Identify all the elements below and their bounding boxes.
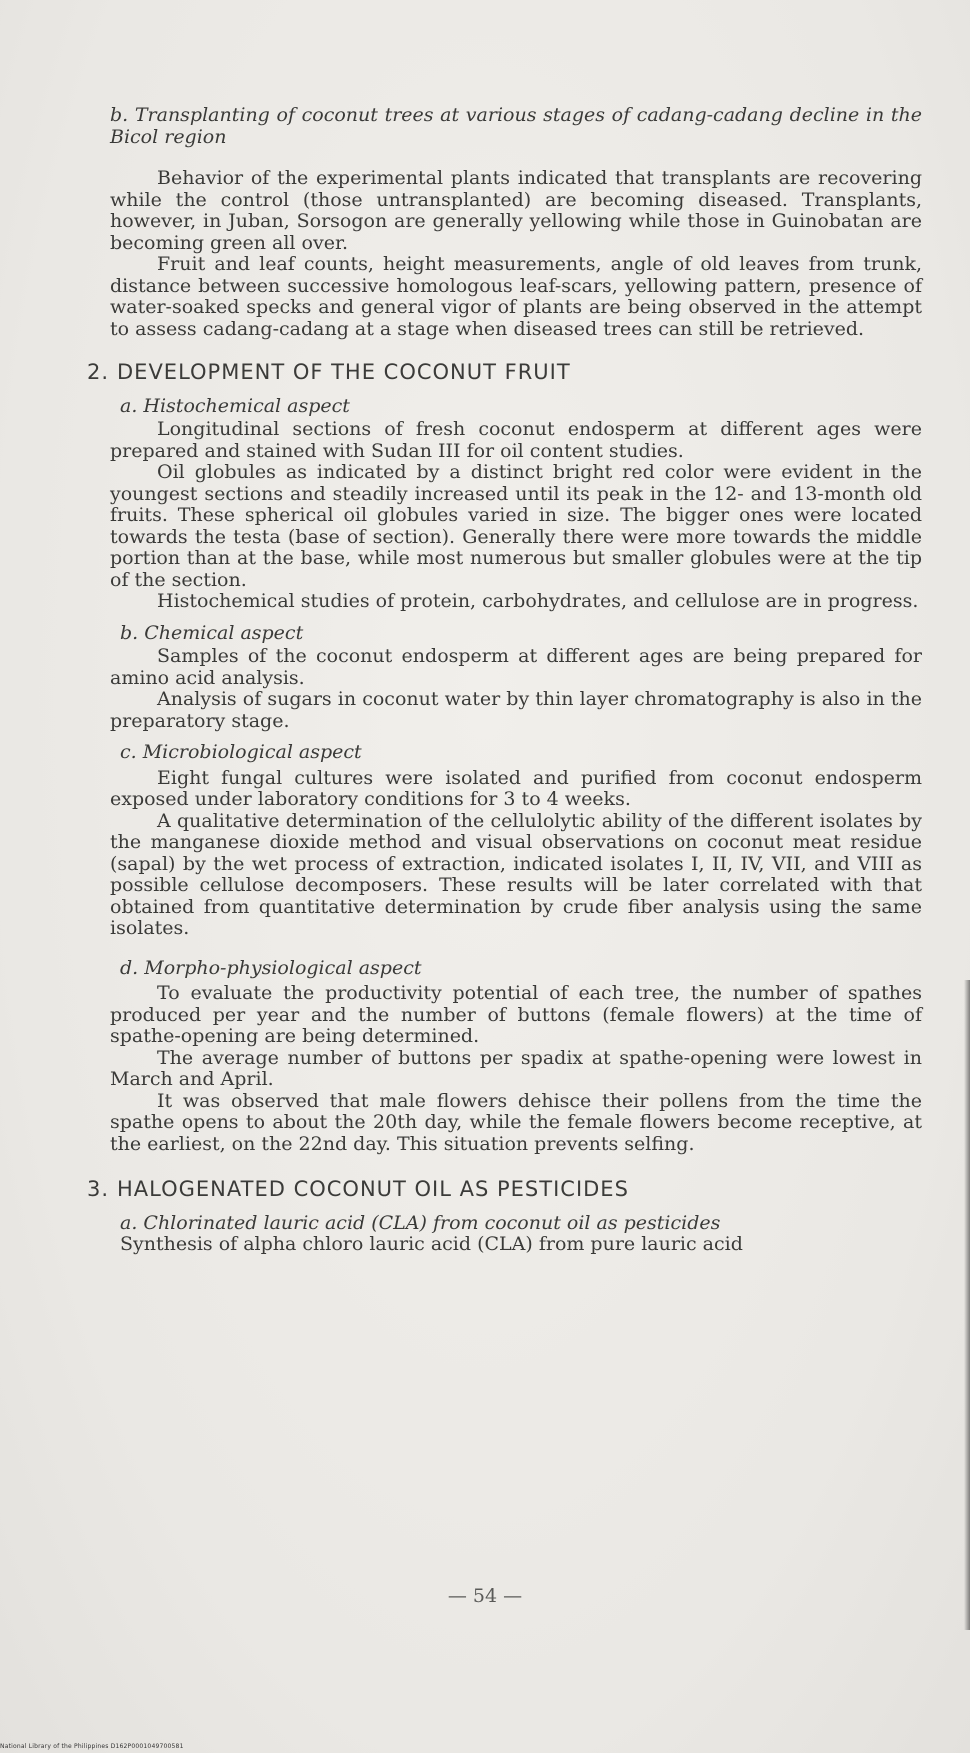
page-edge-shadow <box>964 980 970 1630</box>
subsection-d-paragraph-2: The average number of buttons per spadix at spathe-opening were lowest in March and April. <box>110 1046 922 1090</box>
subsection-d-paragraph-3: It was observed that male flowers dehisce their pollens from the time the spathe opens to about the 20th day, while the female flowers become receptive, at the earliest, on the 22nd day. This situation prevents selfing. <box>110 1089 922 1155</box>
heading-3-number: 3. <box>87 1177 110 1201</box>
subsection-d-title-text: d. Morpho-physiological aspect <box>120 956 422 979</box>
heading-2-text: DEVELOPMENT OF THE COCONUT FRUIT <box>117 360 571 384</box>
section-b-title-text: b. Transplanting of coconut trees at various stages of cadang-cadang decline in the Bicol region <box>110 104 922 148</box>
subsection-a-title <box>110 396 922 418</box>
subsection-a-title-text: a. Histochemical aspect <box>120 394 350 417</box>
heading-3-text: HALOGENATED COCONUT OIL AS PESTICIDES <box>117 1177 629 1201</box>
subsection-c-title-text: c. Microbiological aspect <box>120 741 362 763</box>
subsection-b-paragraph-1: Samples of the coconut endosperm at different ages are being prepared for amino acid analysis. <box>110 645 922 689</box>
subsection-3a-title <box>110 1213 922 1235</box>
subsection-3a-paragraph-1: Synthesis of alpha chloro lauric acid (CLA) from pure lauric acid <box>120 1233 743 1255</box>
subsection-b-title <box>110 623 922 645</box>
subsection-a-paragraph-2: Oil globules as indicated by a distinct bright red color were evident in the youngest sections and steadily increased until its peak in the 12- and 13-month old fruits. These spherical oil globules varied in size. The bigger ones were located towards the testa (base of section). Generally there were more towards the middle portion than at the base, while most numerous but smaller globules were at the tip of the section. <box>110 461 922 591</box>
subsection-3a-title-text: a. Chlorinated lauric acid (CLA) from coconut oil as pesticides <box>120 1211 721 1234</box>
page-body <box>87 104 922 1256</box>
page-number: — 54 — <box>447 1585 523 1607</box>
subsection-b-title-text: b. Chemical aspect <box>120 621 304 644</box>
subsection-a-paragraph-3: Histochemical studies of protein, carbohydrates, and cellulose are in progress. <box>157 590 919 612</box>
subsection-c-paragraph-2: A qualitative determination of the cellulolytic ability of the different isolates by the manganese dioxide method and visual observations on coconut meat residue (sapal) by the wet process of extraction, indicated isolates I, II, IV, VII, and VIII as possible cellulose decomposers. These results will be later correlated with that obtained from quantitative determination by crude fiber analysis using the same isolates. <box>110 809 922 939</box>
section-b-title <box>110 105 922 148</box>
heading-development-of-coconut-fruit <box>87 362 922 384</box>
section-b-paragraph-1: Behavior of the experimental plants indicated that transplants are recovering while the control (those untransplanted) are becoming diseased. Transplants, however, in Juban, Sorsogon are generally yellowing while those in Guinobatan are becoming green all over. <box>110 167 922 254</box>
subsection-d-paragraph-1: To evaluate the productivity potential of each tree, the number of spathes produced per year and the number of buttons (female flowers) at the time of spathe-opening are being determined. <box>110 982 922 1047</box>
scan-footer: National Library of the Philippines D162P0001049700581 <box>0 1743 184 1750</box>
subsection-c-title <box>110 742 922 764</box>
subsection-d-title <box>110 958 922 980</box>
section-b-paragraph-2: Fruit and leaf counts, height measurements, angle of old leaves from trunk, distance between successive homologous leaf-scars, yellowing pattern, presence of water-soaked specks and general vigor of plants are being observed in the attempt to assess cadang-cadang at a stage when diseased trees can still be retrieved. <box>110 253 922 340</box>
heading-2-number: 2. <box>87 360 110 384</box>
subsection-c-paragraph-1: Eight fungal cultures were isolated and purified from coconut endosperm exposed under laboratory conditions for 3 to 4 weeks. <box>110 766 922 810</box>
heading-halogenated-coconut-oil <box>87 1179 922 1201</box>
subsection-a-paragraph-1: Longitudinal sections of fresh coconut endosperm at different ages were prepared and stained with Sudan III for oil content studies. <box>110 418 922 462</box>
subsection-b-paragraph-2: Analysis of sugars in coconut water by thin layer chromatography is also in the preparatory stage. <box>110 688 922 732</box>
